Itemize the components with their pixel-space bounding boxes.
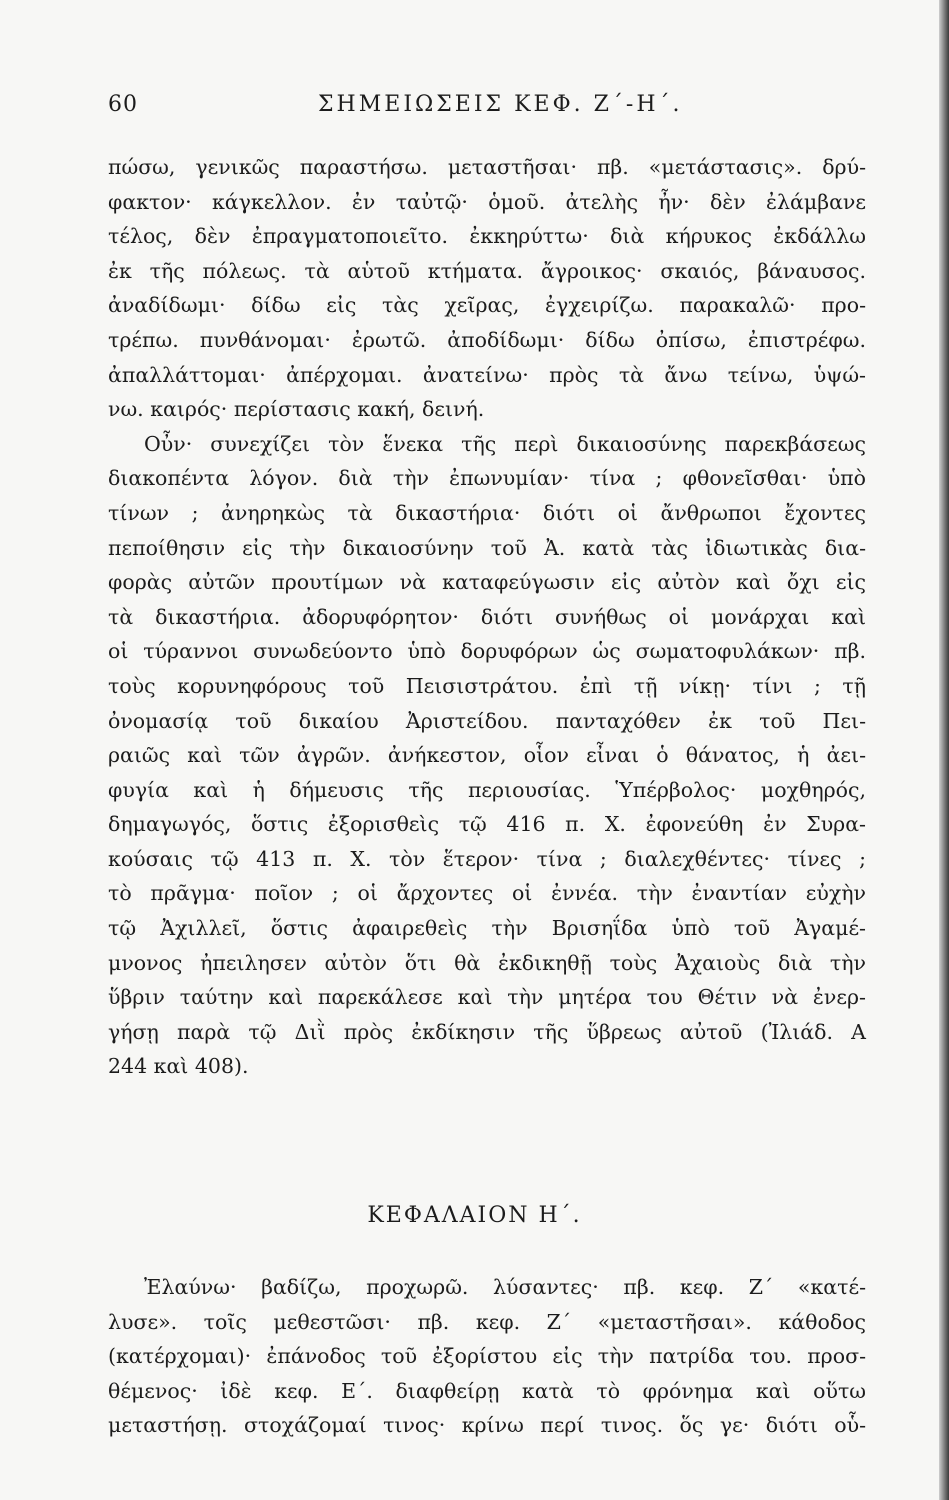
text-line: πεποίθησιν εἰς τὴν δικαιοσύνην τοῦ Ἀ. κατὰ τὰς ἰδιωτικὰς δια- [108, 535, 866, 560]
text-line: ραιῶς καὶ τῶν ἀγρῶν. ἀνήκεστον, οἷον εἶναι ὁ θάνατος, ἡ ἀει- [108, 743, 866, 768]
text-line: 244 καὶ 408). [108, 1054, 249, 1079]
page-edge-shadow [939, 0, 949, 1500]
chapter-heading: ΚΕΦΑΛΑΙΟΝ Η΄. [367, 1203, 582, 1228]
text-line: τίνων ; ἀνηρηκὼς τὰ δικαστήρια· διότι οἱ ἄνθρωποι ἔχοντες [108, 500, 866, 525]
text-line: Οὖν· συνεχίζει τὸν ἕνεκα τῆς περὶ δικαιοσύνης παρεκβάσεως [144, 431, 866, 456]
text-line: ὀνομασίᾳ τοῦ δικαίου Ἀριστείδου. πανταχόθεν ἐκ τοῦ Πει- [108, 708, 866, 733]
text-line: νω. καιρός· περίστασις κακή, δεινή. [108, 397, 485, 422]
text-line: κούσαις τῷ 413 π. Χ. τὸν ἕτερον· τίνα ; διαλεχθέντες· τίνες ; [108, 846, 866, 871]
text-line: ἀπαλλάττομαι· ἀπέρχομαι. ἀνατείνω· πρὸς τὰ ἄνω τείνω, ὑψώ- [108, 362, 866, 387]
text-line: φυγία καὶ ἡ δήμευσις τῆς περιουσίας. Ὑπέρβολος· μοχθηρός, [108, 777, 866, 802]
text-line: φορὰς αὐτῶν προυτίμων νὰ καταφεύγωσιν εἰς αὐτὸν καὶ ὄχι εἰς [108, 570, 866, 595]
text-line: τέλος, δὲν ἐπραγματοποιεῖτο. ἐκκηρύττω· διὰ κήρυκος ἐκδάλλω [108, 224, 866, 249]
text-line: τὸ πρᾶγμα· ποῖον ; οἱ ἄρχοντες οἱ ἐννέα. τὴν ἐναντίαν εὐχὴν [108, 881, 866, 906]
running-title: ΣΗΜΕΙΩΣΕΙΣ ΚΕΦ. Ζ΄-Η΄. [318, 92, 683, 117]
text-line: διακοπέντα λόγον. διὰ τὴν ἐπωνυμίαν· τίνα ; φθονεῖσθαι· ὑπὸ [108, 466, 866, 491]
text-line: μνονος ἠπειλησεν αὐτὸν ὅτι θὰ ἐκδικηθῇ τοὺς Ἀχαιοὺς διὰ τὴν [108, 950, 866, 975]
text-line: φακτον· κάγκελλον. ἐν ταὐτῷ· ὁμοῦ. ἀτελὴς ἦν· δὲν ἐλάμβανε [108, 189, 866, 214]
text-line: μεταστήσῃ. στοχάζομαί τινος· κρίνω περί τινος. ὅς γε· διότι οὗ- [108, 1413, 866, 1438]
text-line: πώσω, γενικῶς παραστήσω. μεταστῆσαι· πβ. «μετάστασις». δρύ- [108, 155, 866, 179]
text-line: (κατέρχομαι)· ἐπάνοδος τοῦ ἐξορίστου εἰς τὴν πατρίδα του. προσ- [108, 1344, 866, 1369]
text-line: λυσε». τοῖς μεθεστῶσι· πβ. κεφ. Ζ΄ «μεταστῆσαι». κάθοδος [108, 1309, 866, 1334]
text-line: Ἐλαύνω· βαδίζω, προχωρῶ. λύσαντες· πβ. κεφ. Ζ΄ «κατέ- [144, 1275, 866, 1299]
text-line: δημαγωγός, ὅστις ἐξορισθεὶς τῷ 416 π. Χ. ἐφονεύθη ἐν Συρα- [108, 812, 866, 837]
text-line: ἀναδίδωμι· δίδω εἰς τὰς χεῖρας, ἐγχειρίζω. παρακαλῶ· προ- [108, 293, 866, 318]
text-line: γήσῃ παρὰ τῷ Διῒ πρὸς ἐκδίκησιν τῆς ὕβρεως αὐτοῦ (Ἰλιάδ. Α [108, 1019, 866, 1044]
text-line: οἱ τύραννοι συνωδεύοντο ὑπὸ δορυφόρων ὡς σωματοφυλάκων· πβ. [108, 639, 866, 664]
text-line: θέμενος· ἰδὲ κεφ. Ε΄. διαφθείρῃ κατὰ τὸ φρόνημα καὶ οὕτω [108, 1378, 866, 1403]
text-line: ὕβριν ταύτην καὶ παρεκάλεσε καὶ τὴν μητέρα του Θέτιν νὰ ἐνερ- [108, 985, 866, 1010]
text-line: ἐκ τῆς πόλεως. τὰ αὑτοῦ κτήματα. ἄγροικος· σκαιός, βάναυσος. [108, 258, 866, 283]
notes-chapter-7 [108, 150, 866, 1084]
text-line: τρέπω. πυνθάνομαι· ἐρωτῶ. ἀποδίδωμι· δίδω ὀπίσω, ἐπιστρέφω. [108, 327, 866, 352]
text-line: τὰ δικαστήρια. ἀδορυφόρητον· διότι συνήθως οἱ μονάρχαι καὶ [108, 604, 866, 629]
page-number: 60 [108, 92, 138, 117]
text-line: τοὺς κορυνηφόρους τοῦ Πεισιστράτου. ἐπὶ τῇ νίκῃ· τίνι ; τῇ [108, 673, 866, 698]
page-header [108, 92, 868, 132]
text-line: τῷ Ἀχιλλεῖ, ὅστις ἀφαιρεθεὶς τὴν Βρισηΐδα ὑπὸ τοῦ Ἀγαμέ- [108, 916, 866, 941]
notes-chapter-8 [108, 1270, 866, 1443]
